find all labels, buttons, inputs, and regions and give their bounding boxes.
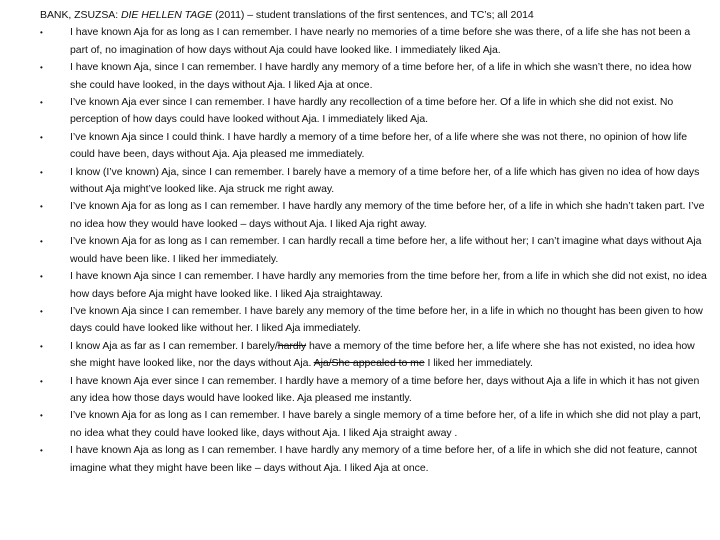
bullet-icon: • [40, 132, 43, 142]
bullet-icon: • [40, 376, 43, 386]
list-item [40, 164, 708, 199]
document-heading [40, 7, 708, 24]
bullet-icon: • [40, 446, 43, 456]
list-item [40, 303, 708, 338]
list-item [40, 407, 708, 442]
bullet-icon: • [40, 167, 43, 177]
list-item [40, 24, 708, 59]
translation-text: I’ve known Aja since I could think. I have hardly a memory of a time before her, of a life where she was not there, no opinion of how life could have been, days without Aja. Aja pleased me immediately. [70, 130, 688, 161]
bullet-icon: • [40, 272, 43, 282]
translation-text-part: I liked her immediately. [424, 357, 533, 370]
list-item [40, 198, 708, 233]
translation-text: I’ve known Aja for as long as I can remember. I have barely a single memory of a time before her, of a life in which she did not play a part, no idea what they could have looked like, days without Aja. I liked Aja straight away . [70, 409, 701, 439]
translation-text: I’ve known Aja since I can remember. I have barely any memory of the time before her, in a life in which no thought has been given to how days could have looked like without her. I liked Aja immediately. [70, 304, 703, 335]
list-item [40, 129, 708, 164]
translation-text-part: I know Aja as far as I can remember. I barely/ [70, 339, 278, 352]
bullet-icon: • [40, 202, 43, 212]
translation-list [40, 24, 708, 477]
bullet-icon: • [40, 28, 43, 38]
translation-text: I’ve known Aja ever since I can remember. I have hardly any recollection of a time before her. Of a life in which she did not exist. No perception of how days could have looked without Aja. I immediately liked Aja. [70, 96, 674, 126]
bullet-icon: • [40, 98, 43, 108]
bullet-icon: • [40, 237, 43, 247]
document [40, 7, 708, 477]
translation-text: I have known Aja as long as I can remember. I have hardly any memory of a time before her, of a life in which she did not feature, cannot imagine what they might have been like – days without Aja. I liked Aja at once. [70, 444, 698, 474]
bullet-icon: • [40, 63, 43, 73]
translation-text: I know (I’ve known) Aja, since I can remember. I barely have a memory of a time before her, of a life which has given no idea of how days without Aja might’ve looked like. Aja struck me right away. [70, 165, 700, 196]
struck-out-phrase: Aja/She appealed to me [313, 357, 425, 370]
translation-text: I’ve known Aja for as long as I can remember. I can hardly recall a time before her, a life without her; I can’t imagine what days without Aja would have been like. I liked her immediately. [70, 235, 702, 265]
list-item [40, 268, 708, 303]
list-item [40, 59, 708, 94]
list-item [40, 338, 708, 373]
translation-text: I’ve known Aja for as long as I can remember. I have hardly any memory of the time before her, of a life in which she hadn’t taken part. I’ve no idea how they would have looked – days without Aja. I liked Aja right away. [70, 200, 705, 230]
bullet-icon: • [40, 411, 43, 421]
translation-text: I have known Aja ever since I can remember. I hardly have a memory of a time before her, days without Aja a life in which it has not given any idea how those days would have looked like. Aja pleased me instantly. [70, 374, 700, 404]
list-item [40, 94, 708, 129]
list-item [40, 373, 708, 408]
translation-text: I have known Aja since I can remember. I have hardly any memories from the time before her, from a life in which she did not exist, no idea how days before Aja might have looked like. I liked Aja straightaway. [70, 270, 707, 300]
heading-author: BANK, ZSUZSA: [40, 9, 121, 21]
struck-out-word: hardly [277, 339, 307, 352]
bullet-icon: • [40, 341, 43, 351]
heading-book-title: DIE HELLEN TAGE [120, 9, 213, 21]
heading-description: (2011) – student translations of the first sentences, and TC’s; all 2014 [212, 9, 534, 21]
translation-text: I have known Aja for as long as I can remember. I have nearly no memories of a time before she was there, of a life she has not been a part of, no imagination of how days without Aja could have looked like. I immediately liked Aja. [70, 26, 691, 56]
translation-text [70, 340, 695, 369]
list-item [40, 233, 708, 268]
translation-text-part: have a memory of the time before her, a life where she has not existed, no idea how she might have looked like, nor the days without Aja. [70, 339, 695, 370]
bullet-icon: • [40, 306, 43, 316]
list-item [40, 442, 708, 477]
translation-text: I have known Aja, since I can remember. I have hardly any memory of a time before her, of a life in which she wasn’t there, no idea how she could have looked, in the days without Aja. I liked Aja at once. [70, 61, 692, 91]
